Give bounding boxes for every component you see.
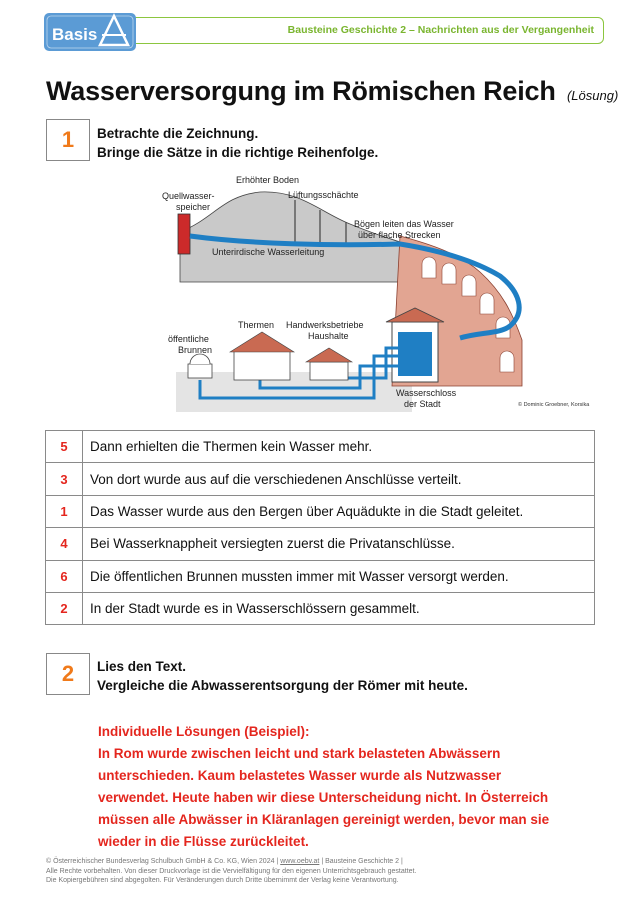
fountain bbox=[188, 364, 212, 378]
answer-line: In Rom wurde zwischen leicht und stark belasteten Abwässern bbox=[98, 746, 501, 761]
answer-heading: Individuelle Lösungen (Beispiel): bbox=[98, 724, 310, 739]
row-number: 6 bbox=[46, 560, 83, 592]
task2-number: 2 bbox=[46, 653, 90, 695]
answer-line: wieder in die Flüsse zurückleitet. bbox=[98, 834, 309, 849]
label-leitung: Unterirdische Wasserleitung bbox=[212, 247, 325, 257]
row-text: Dann erhielten die Thermen kein Wasser mehr. bbox=[83, 431, 595, 463]
row-number: 1 bbox=[46, 495, 83, 527]
row-number: 2 bbox=[46, 592, 83, 624]
solution-note: (Lösung) bbox=[566, 88, 619, 103]
row-text: Die öffentlichen Brunnen mussten immer mit Wasser versorgt werden. bbox=[83, 560, 595, 592]
label-handwerk-1: Handwerksbetriebe bbox=[286, 320, 364, 330]
label-boegen-2: über flache Strecken bbox=[358, 230, 441, 240]
row-text: In der Stadt wurde es in Wasserschlössern gesammelt. bbox=[83, 592, 595, 624]
water-supply-illustration bbox=[160, 172, 600, 412]
table-row bbox=[46, 495, 595, 527]
answer-text bbox=[98, 721, 598, 853]
label-lueftung: Lüftungsschächte bbox=[288, 190, 359, 200]
task1-number: 1 bbox=[46, 119, 90, 161]
task1-line2: Bringe die Sätze in die richtige Reihenfolge. bbox=[97, 145, 379, 160]
label-boden: Erhöhter Boden bbox=[236, 175, 300, 185]
row-text: Das Wasser wurde aus den Bergen über Aquädukte in die Stadt geleitet. bbox=[83, 495, 595, 527]
table-row bbox=[46, 463, 595, 495]
logo-text: Basis bbox=[52, 25, 98, 44]
label-boegen-1: Bögen leiten das Wasser bbox=[354, 219, 454, 229]
houses-roof bbox=[306, 348, 352, 362]
footer-series: | Bausteine Geschichte 2 | bbox=[319, 858, 403, 865]
task2-instructions bbox=[97, 657, 468, 695]
table-row bbox=[46, 528, 595, 560]
footer-copyright: © Österreichischer Bundesverlag Schulbuch GmbH & Co. KG, Wien 2024 | bbox=[46, 858, 281, 865]
basis-logo bbox=[44, 11, 136, 51]
water-castle-tank bbox=[398, 332, 432, 376]
page-title-text: Wasserversorgung im Römischen Reich bbox=[46, 76, 556, 106]
answer-line: müssen alle Abwässer in Kläranlagen gereinigt werden, bevor man sie bbox=[98, 812, 550, 827]
footer bbox=[46, 857, 416, 886]
label-brunnen-1: öffentliche bbox=[168, 334, 209, 344]
houses bbox=[310, 362, 348, 380]
figure-credit: © Dominic Groebner, Korsika bbox=[518, 402, 590, 408]
footer-line-3: Die Kopiergebühren sind abgegolten. Für Veränderungen durch Dritte übernimmt der Verlag keine Verantwortung. bbox=[46, 877, 399, 885]
row-number: 3 bbox=[46, 463, 83, 495]
reservoir bbox=[178, 214, 190, 254]
table-row bbox=[46, 431, 595, 463]
row-number: 4 bbox=[46, 528, 83, 560]
task2-line1: Lies den Text. bbox=[97, 659, 187, 674]
answer-line: unterschieden. Kaum belastetes Wasser wurde als Nutzwasser bbox=[98, 768, 502, 783]
fountain-arch bbox=[190, 354, 210, 364]
label-handwerk-2: Haushalte bbox=[308, 331, 349, 341]
task1-instructions bbox=[97, 124, 378, 162]
label-brunnen-2: Brunnen bbox=[178, 345, 213, 355]
page-title bbox=[46, 76, 618, 107]
label-schloss-2: der Stadt bbox=[404, 399, 441, 409]
answer-line: verwendet. Heute haben wir diese Unterscheidung nicht. In Österreich bbox=[98, 790, 549, 805]
baths bbox=[234, 350, 290, 380]
label-thermen: Thermen bbox=[238, 320, 275, 330]
task2-line2: Vergleiche die Abwasserentsorgung der Römer mit heute. bbox=[97, 678, 468, 693]
order-table bbox=[45, 430, 595, 625]
table-row bbox=[46, 560, 595, 592]
row-number: 5 bbox=[46, 431, 83, 463]
footer-line-1 bbox=[46, 857, 416, 867]
label-quellwasser-1: Quellwasser- bbox=[162, 191, 215, 201]
table-row bbox=[46, 592, 595, 624]
task1-line1: Betrachte die Zeichnung. bbox=[97, 126, 259, 141]
label-quellwasser-2: speicher bbox=[176, 202, 211, 212]
label-schloss-1: Wasserschloss bbox=[396, 388, 457, 398]
baths-roof bbox=[230, 332, 294, 352]
footer-line-2: Alle Rechte vorbehalten. Von dieser Druckvorlage ist die Vervielfältigung für den eigenen Unterrichtsgebrauch gestattet. bbox=[46, 867, 417, 875]
publisher-link[interactable]: www.oebv.at bbox=[280, 858, 320, 865]
series-title: Bausteine Geschichte 2 – Nachrichten aus der Vergangenheit bbox=[287, 24, 594, 36]
row-text: Von dort wurde aus auf die verschiedenen Anschlüsse verteilt. bbox=[83, 463, 595, 495]
row-text: Bei Wasserknappheit versiegten zuerst die Privatanschlüsse. bbox=[83, 528, 595, 560]
